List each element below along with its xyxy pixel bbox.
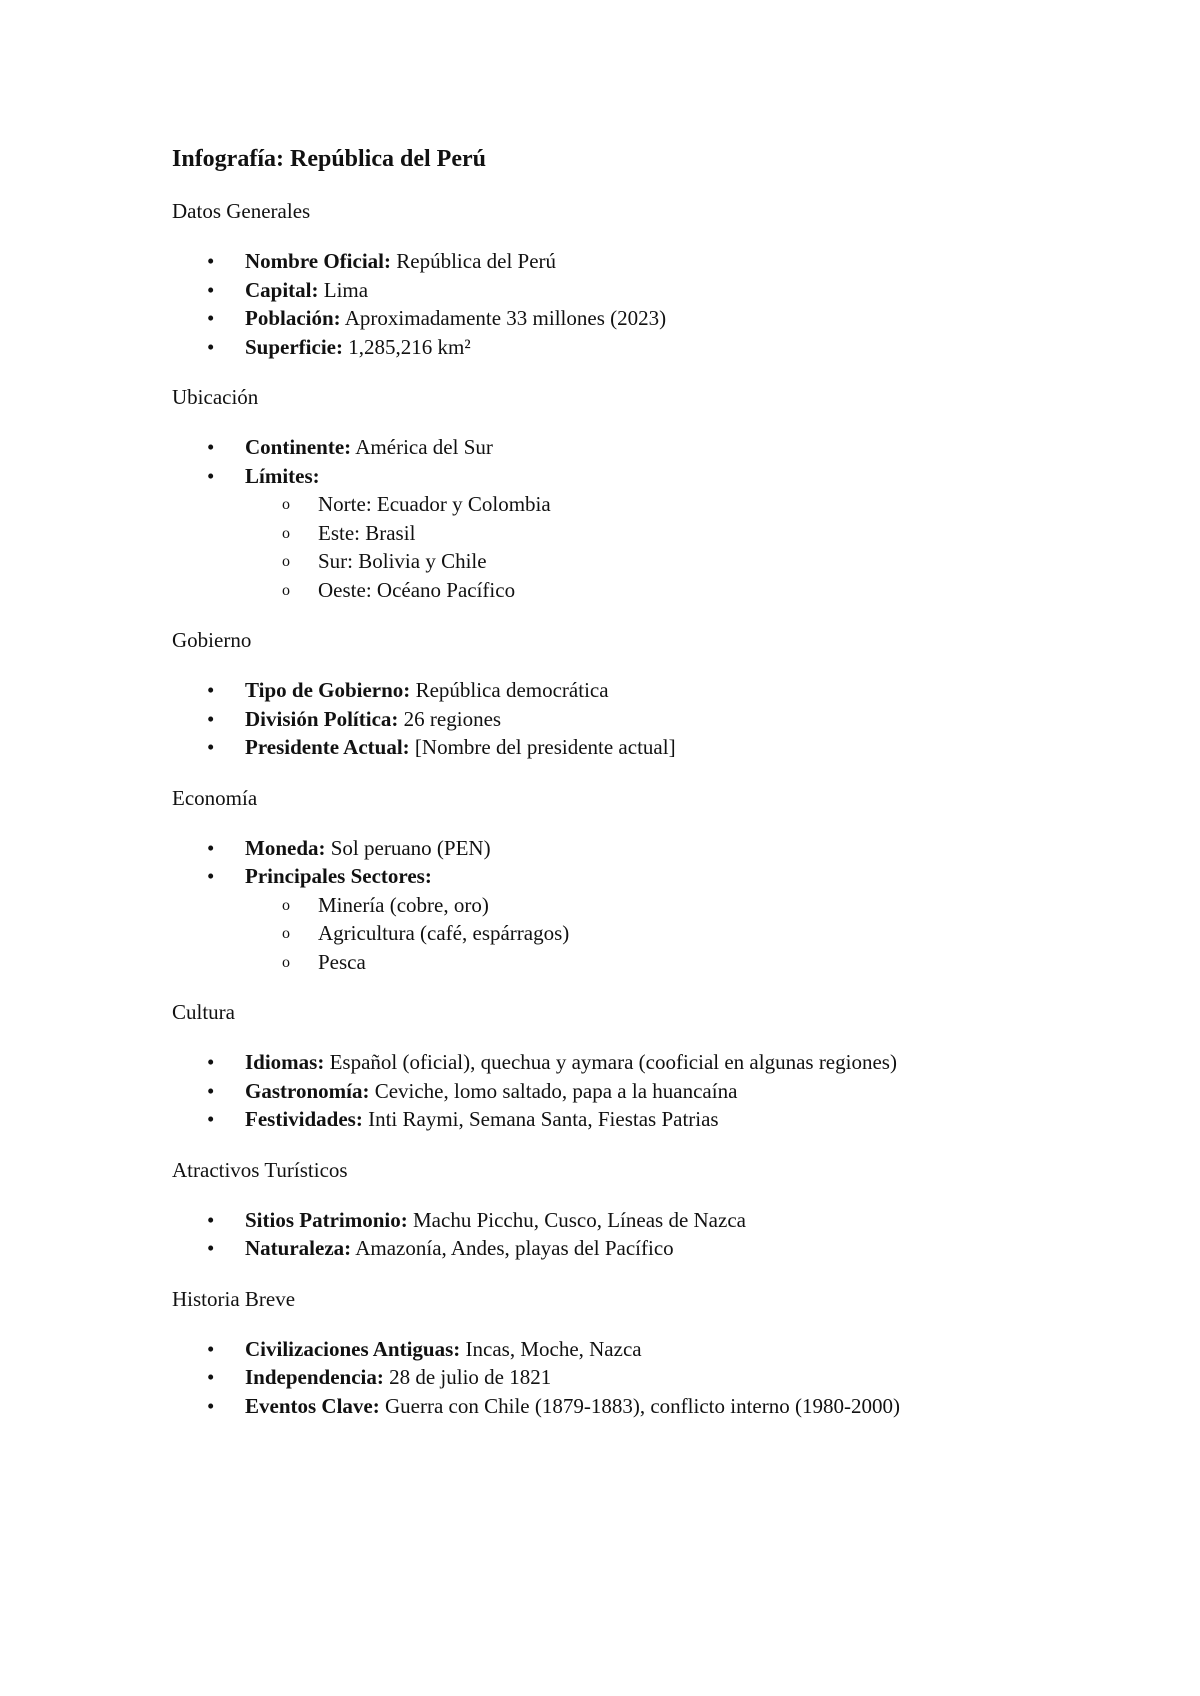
item-value: Machu Picchu, Cusco, Líneas de Nazca (407, 1207, 746, 1232)
section (172, 784, 1132, 977)
sub-list (245, 891, 1132, 977)
item-label: Independencia: (245, 1365, 384, 1389)
list-item (172, 1234, 1132, 1263)
section (172, 1285, 1132, 1421)
item-label: Principales Sectores: (245, 864, 432, 888)
sub-list-item: o Pesca (245, 948, 1132, 977)
list-item (172, 1105, 1132, 1134)
item-value: Ceviche, lomo saltado, papa a la huancaína (369, 1078, 738, 1103)
item-label: Gastronomía: (245, 1078, 370, 1103)
item-label: Moneda: (245, 835, 326, 860)
item-value: Incas, Moche, Nazca (460, 1336, 642, 1361)
sub-list-item: o Agricultura (café, espárragos) (245, 919, 1132, 948)
item-label: Límites: (245, 463, 320, 488)
sub-list-item: o Sur: Bolivia y Chile (245, 547, 1132, 576)
item-value: [Nombre del presidente actual] (409, 735, 676, 759)
list-item (172, 676, 1132, 705)
item-value: República democrática (410, 678, 609, 702)
item-value: Aproximadamente 33 millones (2023) (340, 306, 667, 330)
item-label: Sitios Patrimonio: (245, 1207, 408, 1232)
item-value: Guerra con Chile (1879-1883), conflicto interno (1980-2000) (379, 1393, 900, 1418)
list-item (172, 733, 1132, 762)
list-item (172, 1206, 1132, 1235)
bullet-list (172, 834, 1132, 977)
item-label: Naturaleza: (245, 1236, 352, 1260)
section (172, 197, 1132, 361)
item-value: Amazonía, Andes, playas del Pacífico (351, 1236, 674, 1260)
list-item (172, 433, 1132, 462)
item-label: Población: (245, 306, 341, 330)
item-label: Superficie: (245, 334, 343, 359)
section-heading: Historia Breve (172, 1286, 296, 1311)
list-item (172, 304, 1132, 333)
item-value: 1,285,216 km² (342, 334, 471, 359)
section-heading: Economía (172, 785, 258, 810)
section-heading: Cultura (172, 1000, 235, 1024)
item-value: Inti Raymi, Semana Santa, Fiestas Patrias (362, 1107, 719, 1131)
list-item (172, 834, 1132, 863)
item-label: Festividades: (245, 1107, 363, 1131)
list-item (172, 333, 1132, 362)
item-label: Tipo de Gobierno: (245, 678, 411, 702)
list-item (172, 1335, 1132, 1364)
sub-list (245, 490, 1132, 604)
item-label: Idiomas: (245, 1050, 325, 1074)
item-value: Español (oficial), quechua y aymara (cooficial en algunas regiones) (324, 1050, 897, 1074)
item-value: Sol peruano (PEN) (325, 835, 491, 860)
section (172, 998, 1132, 1134)
section-heading: Ubicación (172, 385, 259, 409)
item-value: República del Perú (391, 249, 557, 273)
section (172, 1156, 1132, 1263)
section (172, 626, 1132, 762)
section-heading: Atractivos Turísticos (172, 1157, 348, 1182)
section-heading: Gobierno (172, 628, 252, 652)
list-item (172, 1077, 1132, 1106)
list-item (172, 1048, 1132, 1077)
list-item (172, 247, 1132, 276)
item-label: Eventos Clave: (245, 1393, 380, 1418)
section-heading: Datos Generales (172, 199, 311, 223)
bullet-list (172, 1335, 1132, 1421)
list-item (172, 462, 1132, 605)
list-item (172, 1363, 1132, 1392)
sub-list-item: o Norte: Ecuador y Colombia (245, 490, 1132, 519)
bullet-list (172, 1206, 1132, 1263)
item-value: 26 regiones (398, 706, 502, 731)
list-item (172, 705, 1132, 734)
item-value: América del Sur (351, 435, 493, 459)
section (172, 383, 1132, 604)
document-page (172, 143, 1132, 1420)
item-value: Lima (318, 277, 369, 302)
item-label: Capital: (245, 277, 319, 302)
sub-list-item: o Oeste: Océano Pacífico (245, 576, 1132, 605)
list-item (172, 1392, 1132, 1421)
list-item (172, 276, 1132, 305)
item-label: División Política: (245, 706, 399, 731)
item-label: Nombre Oficial: (245, 249, 391, 273)
list-item (172, 862, 1132, 976)
item-label: Civilizaciones Antiguas: (245, 1336, 461, 1361)
sub-list-item: o Este: Brasil (245, 519, 1132, 548)
sub-list-item: o Minería (cobre, oro) (245, 891, 1132, 920)
bullet-list (172, 433, 1132, 604)
bullet-list (172, 1048, 1132, 1134)
item-label: Continente: (245, 435, 352, 459)
document-title: Infografía: República del Perú (172, 146, 486, 172)
bullet-list (172, 247, 1132, 361)
bullet-list (172, 676, 1132, 762)
item-label: Presidente Actual: (245, 735, 410, 759)
sections-container (172, 197, 1132, 1420)
item-value: 28 de julio de 1821 (383, 1365, 552, 1389)
